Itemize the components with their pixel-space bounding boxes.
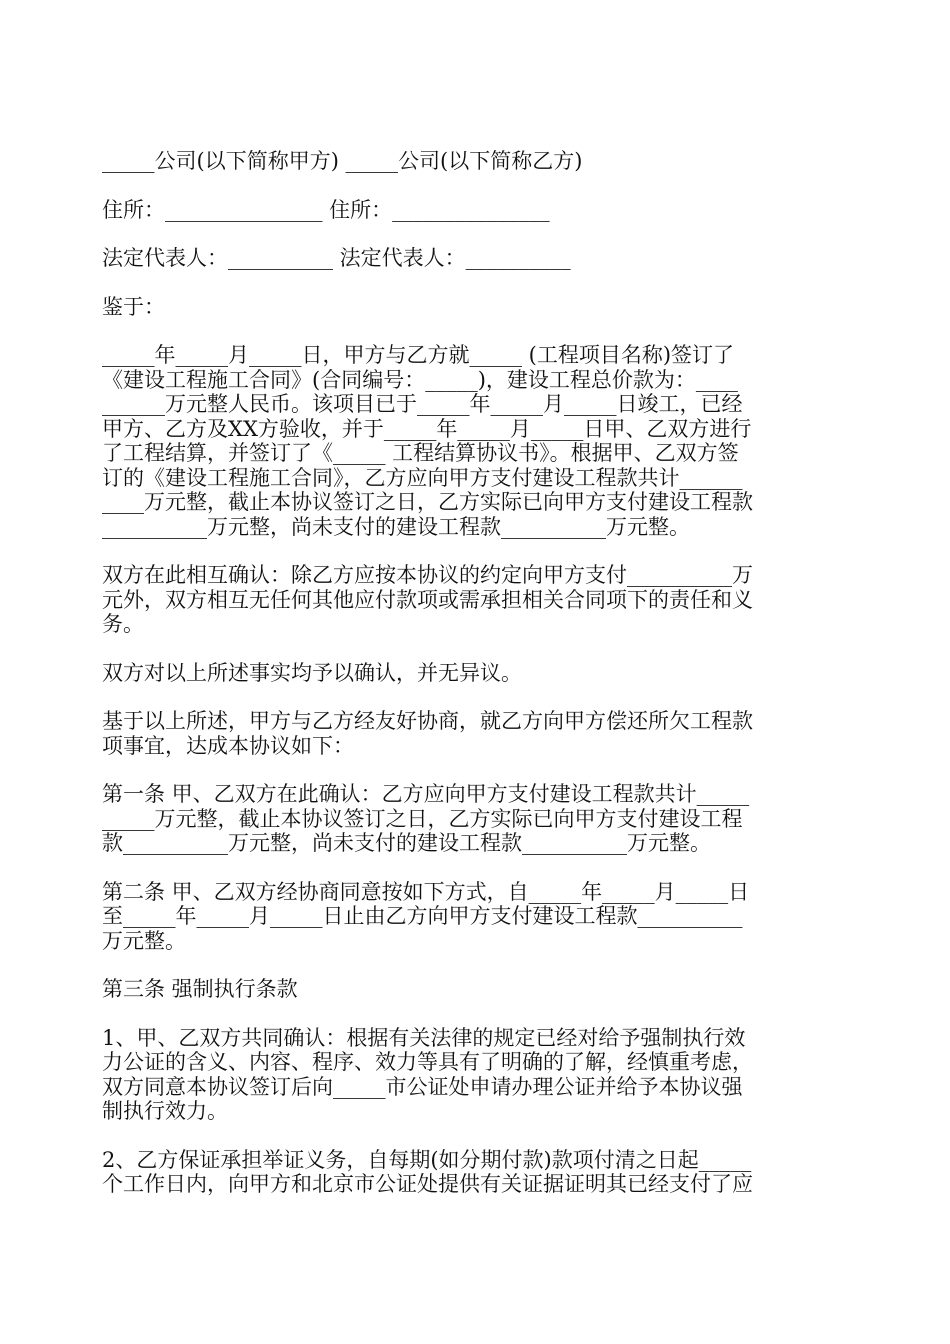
paragraph-line: 第二条 甲、乙双方经协商同意按如下方式，自_____年_____月_____日 <box>102 879 750 904</box>
paragraph-line: 款__________万元整，尚未支付的建设工程款__________万元整。 <box>102 831 711 855</box>
paragraph-line: 甲方、乙方及XX方验收，并于_____年_____月_____日甲、乙双方进行 <box>102 416 752 441</box>
document-paragraph <box>102 709 850 758</box>
paragraph-line: 项事宜，达成本协议如下： <box>102 733 354 758</box>
document-paragraph <box>102 246 850 271</box>
paragraph-line: ______万元整人民币。该项目已于_____年_____月_____日竣工，已经 <box>102 392 743 416</box>
paragraph-line: 1、甲、乙双方共同确认：根据有关法律的规定已经对给予强制执行效 <box>102 1025 746 1050</box>
paragraph-line: 《建设工程施工合同》(合同编号：_____)，建设工程总价款为：____ <box>102 367 738 392</box>
document-paragraph <box>102 295 850 320</box>
paragraph-line: 第一条 甲、乙双方在此确认：乙方应向甲方支付建设工程款共计_____ <box>102 782 750 806</box>
paragraph-line: 元外，双方相互无任何其他应付款项或需承担相关合同项下的责任和义 <box>102 587 753 612</box>
paragraph-line: __________万元整，尚未支付的建设工程款__________万元整。 <box>102 514 690 539</box>
document-paragraph <box>102 1148 850 1197</box>
paragraph-line: 万元整。 <box>102 928 186 953</box>
document-paragraph <box>102 782 850 856</box>
paragraph-line: 务。 <box>102 612 144 636</box>
document-paragraph <box>102 198 850 223</box>
paragraph-line: 订的《建设工程施工合同》，乙方应向甲方支付建设工程款共计______ <box>102 465 743 490</box>
document-body <box>102 149 850 1221</box>
paragraph-line: 第三条 强制执行条款 <box>102 977 298 1001</box>
document-paragraph <box>102 661 850 686</box>
document-paragraph <box>102 343 850 539</box>
document-paragraph <box>102 977 850 1002</box>
document-paragraph <box>102 880 850 954</box>
paragraph-line: 基于以上所述，甲方与乙方经友好协商，就乙方向甲方偿还所欠工程款 <box>102 709 753 733</box>
paragraph-line: ____万元整，截止本协议签订之日，乙方实际已向甲方支付建设工程款 <box>102 490 753 514</box>
paragraph-line: 了工程结算，并签订了《_____ 工程结算协议书》。根据甲、乙双方签 <box>102 441 739 465</box>
paragraph-line: 个工作日内，向甲方和北京市公证处提供有关证据证明其已经支付了应 <box>102 1172 753 1196</box>
paragraph-line: 鉴于： <box>102 294 165 319</box>
paragraph-line: 双方在此相互确认：除乙方应按本协议的约定向甲方支付__________万 <box>102 563 753 587</box>
document-paragraph <box>102 149 850 174</box>
paragraph-line: 力公证的含义、内容、程序、效力等具有了明确的了解，经慎重考虑， <box>102 1050 753 1074</box>
paragraph-line: _____年_____月_____日，甲方与乙方就_____ (工程项目名称)签订了 <box>102 343 735 367</box>
paragraph-line: _____公司(以下简称甲方) _____公司(以下简称乙方) <box>102 149 583 173</box>
paragraph-line: 双方对以上所述事实均予以确认，并无异议。 <box>102 660 522 685</box>
paragraph-line: 法定代表人：__________ 法定代表人：__________ <box>102 246 571 270</box>
paragraph-line: 制执行效力。 <box>102 1099 228 1123</box>
paragraph-line: 住所：_______________ 住所：_______________ <box>102 197 550 222</box>
paragraph-line: 2、乙方保证承担举证义务，自每期(如分期付款)款项付清之日起_____ <box>102 1147 752 1172</box>
document-paragraph <box>102 1026 850 1124</box>
paragraph-line: 双方同意本协议签订后向_____市公证处申请办理公证并给予本协议强 <box>102 1074 743 1099</box>
paragraph-line: _____万元整，截止本协议签订之日，乙方实际已向甲方支付建设工程 <box>102 806 743 831</box>
document-paragraph <box>102 563 850 637</box>
paragraph-line: 至_____年_____月_____日止由乙方向甲方支付建设工程款__________ <box>102 904 743 928</box>
